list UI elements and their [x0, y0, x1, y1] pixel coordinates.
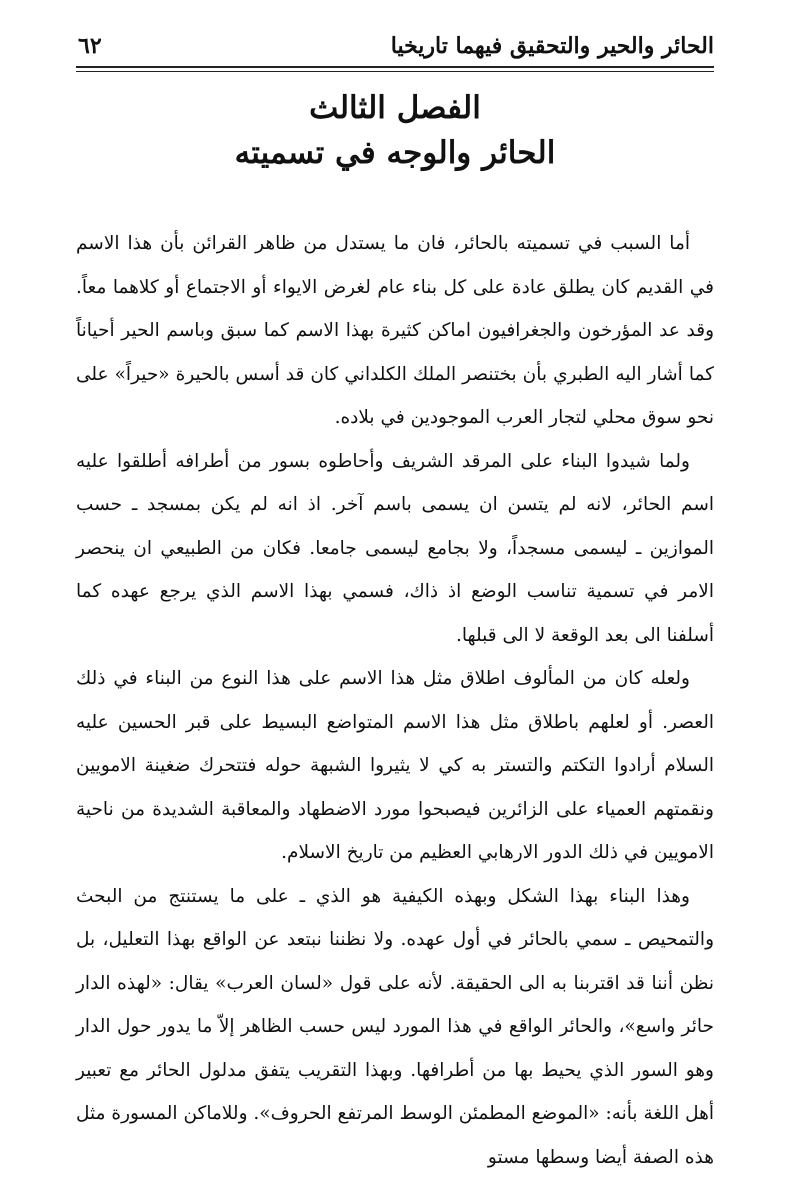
header-rule-thin	[76, 71, 714, 72]
chapter-heading	[76, 86, 714, 176]
header-rule	[76, 66, 714, 68]
chapter-title: الحائر والوجه في تسميته	[234, 135, 556, 171]
paragraph: وهذا البناء بهذا الشكل وبهذه الكيفية هو الذي ـ على ما يستنتج من البحث والتمحيص ـ سمي بالحائر في أول عهده. ولا نظننا نبتعد عن الواقع بهذا التعليل، بل نظن أننا قد اقتربنا به الى الحقيقة. لأنه على قول «لسان العرب» يقال: «لهذه الدار حائر واسع»، والحائر الواقع في هذا المورد ليس حسب الظاهر إلاّ ما يدور حول الدار وهو السور الذي يحيط بها من أطرافها. وبهذا التقريب يتفق مدلول الحائر مع تعبير أهل اللغة بأنه: «الموضع المطمئن الوسط المرتفع الحروف». وللاماكن المسورة مثل هذه الصفة أيضا وسطها مستو	[76, 885, 714, 1168]
page-number: ٦٢	[78, 33, 102, 59]
running-header	[78, 30, 714, 62]
body-text	[76, 222, 714, 1179]
chapter-number: الفصل الثالث	[309, 90, 481, 126]
paragraph: أما السبب في تسميته بالحائر، فان ما يستدل من ظاهر القرائن بأن هذا الاسم في القديم كان يطلق عادة على كل بناء عام لغرض الايواء أو الاجتماع أو كلاهما معاً. وقد عد المؤرخون والجغرافيون اماكن كثيرة بهذا الاسم كما سبق وباسم الحير أحياناً كما أشار اليه الطبري بأن بختنصر الملك الكلداني كان قد أسس بالحيرة «حيراً» على نحو سوق محلي لتجار العرب الموجودين في بلاده.	[76, 233, 714, 428]
paragraph: ولعله كان من المألوف اطلاق مثل هذا الاسم على هذا النوع من البناء في ذلك العصر. أو لعلهم باطلاق مثل هذا الاسم المتواضع البسيط على قبر الحسين عليه السلام أرادوا التكتم والتستر به كي لا يثيروا الشبهة حوله فتتحرك ضغينة الامويين ونقمتهم العمياء على الزائرين فيصبحوا مورد الاضطهاد والمعاقبة الشديدة من ناحية الامويين في ذلك الدور الارهابي العظيم من تاريخ الاسلام.	[76, 668, 714, 863]
paragraph: ولما شيدوا البناء على المرقد الشريف وأحاطوه بسور من أطرافه أطلقوا عليه اسم الحائر، لانه لم يتسن ان يسمى باسم آخر. اذ انه لم يكن بمسجد ـ حسب الموازين ـ ليسمى مسجداً، ولا بجامع ليسمى جامعا. فكان من الطبيعي ان ينحصر الامر في تسمية تناسب الوضع اذ ذاك، فسمي بهذا الاسم الذي يرجع عهده كما أسلفنا الى بعد الوقعة لا الى قبلها.	[76, 450, 714, 646]
running-title: الحائر والحير والتحقيق فيهما تاريخيا	[390, 33, 714, 59]
